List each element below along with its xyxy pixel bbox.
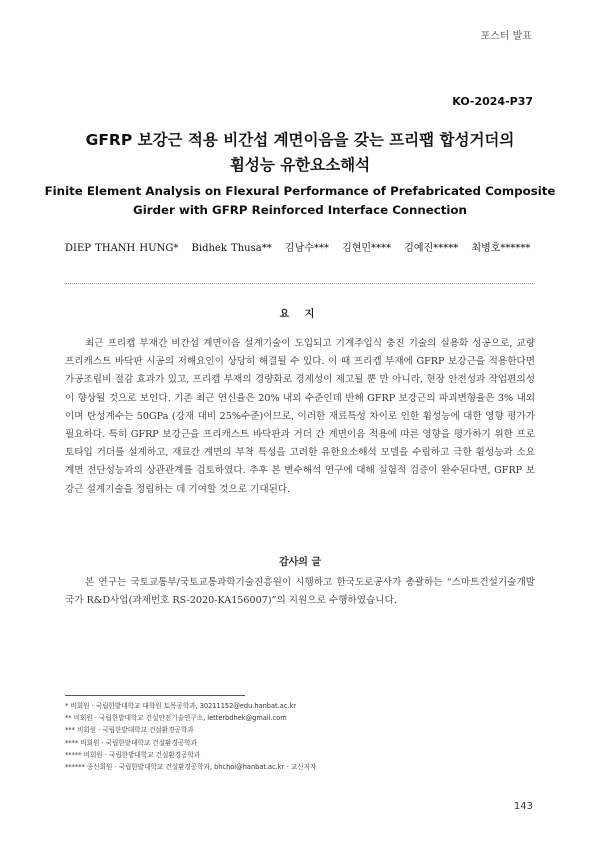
- author-name: 김현민****: [342, 243, 392, 254]
- title-english-line-2: Girder with GFRP Reinforced Interface Connection: [133, 203, 467, 217]
- abstract-body: 최근 프리캡 부재간 비간섭 계면이음 설계기술이 도입되고 기계주입식 충진 기술의 실용화 성공으로, 교량 프리캐스트 바닥판 시공의 저해요인이 상당히 해결될 수 있다. 이 때 프리캡 부재에 GFRP 보강근을 적용한다면 가공조립비 절감 효과가 있고, 프리캡 부재의 경량화로 경제성이 제고될 뿐 만 아니라, 현장 안전성과 작업편의성이 향상될 것으로 보인다. 기존 최근 연신율은 20% 내외 수준인데 반해 GFRP 보강근의 파괴변형율은 3% 내외이며 탄성계수는 50GPa (강재 대비 25%수준)이므로, 이러한 재료특성 차이로 인한 휨성능에 대한 영향 평가가 필요하다. 특히 GFRP 보강근을 프리캐스트 바닥판과 거더 간 계면이음 적용에 따른 영향을 평가하기 위한 프로토타입 거더를 설계하고, 재료간 계면의 부착 특성을 고려한 유한요소해석 모델을 수립하고 극한 휨성능과 소요 계면 전단성능과의 상관관계를 검토하였다. 추후 본 변수해석 연구에 대해 실험적 검증이 완수된다면, GFRP 보강근 설계기술을 정립하는 데 기여할 것으로 기대된다.: [65, 338, 535, 495]
- acknowledgment-body: 본 연구는 국토교통부/국토교통과학기술진흥원이 시행하고 한국도로공사가 총괄하는 “스마트건설기술개발 국가 R&D사업(과제번호 RS-2020-KA156007)”의 지원으로 수행하였습니다.: [65, 577, 535, 607]
- section-divider: [65, 283, 533, 284]
- footnote-list: [65, 700, 316, 773]
- footnote: * 비회원 · 국립한밭대학교 대학원 토목공학과, 30211152@edu.hanbat.ac.kr: [65, 702, 296, 710]
- footnote: **** 비회원 · 국립한밭대학교 건설환경공학과: [65, 738, 197, 747]
- acknowledgment-heading: 감사의 글: [278, 557, 322, 568]
- abstract-heading: 요 지: [279, 309, 321, 320]
- footnote: ****** 종신회원 · 국립한밭대학교 건설환경공학과, bhchoi@hanbat.ac.kr - 교신저자: [65, 763, 317, 772]
- footnote: ** 비회원 · 국립한밭대학교 건설안전기술연구소, letterbdhek@gmail.com: [65, 714, 287, 723]
- title-korean-line-2: 휨성능 유한요소해석: [229, 156, 371, 174]
- footnote: ***** 비회원 · 국립한밭대학교 건설환경공학과: [65, 750, 201, 759]
- author-list: [65, 239, 539, 254]
- footnote: *** 비회원 · 국립한밭대학교 건설환경공학과: [65, 726, 194, 735]
- title-korean-line-1: GFRP 보강근 적용 비간섭 계면이음을 갖는 프리팹 합성거더의: [85, 131, 515, 149]
- footnote-divider: [65, 695, 245, 696]
- header-label: 포스터 발표: [480, 31, 532, 42]
- author-name: DIEP THANH HUNG*: [65, 243, 179, 254]
- author-name: 김예진*****: [404, 243, 459, 254]
- title-english-line-1: Finite Element Analysis on Flexural Performance of Prefabricated Composite: [44, 184, 556, 198]
- author-name: 김남수***: [284, 243, 329, 254]
- page-number: 143: [513, 801, 533, 812]
- author-name: Bidhek Thusa**: [191, 243, 272, 254]
- paper-id: KO-2024-P37: [452, 95, 533, 108]
- author-name: 최병호******: [471, 243, 531, 254]
